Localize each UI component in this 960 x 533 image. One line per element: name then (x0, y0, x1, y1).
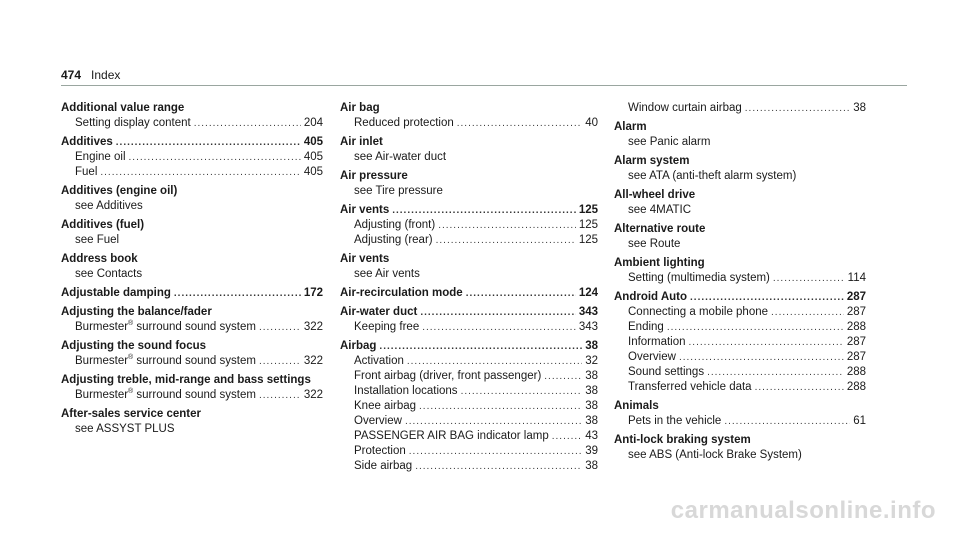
index-heading-text: Ambient lighting (614, 257, 705, 269)
index-subentry (61, 165, 323, 180)
index-heading-text: Air vents (340, 204, 390, 216)
index-entry (614, 256, 866, 286)
index-heading-text: Air bag (340, 102, 380, 114)
index-entry (61, 218, 323, 248)
page-ref: 40 (585, 117, 598, 129)
index-entry (340, 203, 598, 248)
dot-leader (405, 414, 582, 429)
page-ref: 287 (846, 291, 866, 303)
index-heading-text: Adjusting the balance/fader (61, 306, 212, 318)
dot-leader (438, 218, 576, 233)
index-subentry (340, 320, 598, 335)
dot-leader (461, 384, 583, 399)
index-entry (340, 339, 598, 474)
index-subentry (61, 267, 323, 282)
index-subentry (61, 388, 323, 403)
index-heading (61, 339, 323, 354)
index-entry (61, 407, 323, 437)
index-subentry-text: Setting (multimedia system) (628, 272, 770, 284)
index-subentry (340, 369, 598, 384)
index-subentry (340, 218, 598, 233)
page-ref: 124 (578, 287, 598, 299)
index-subentry (614, 169, 866, 184)
index-entry (614, 188, 866, 218)
index-entry (614, 222, 866, 252)
index-heading (61, 252, 323, 267)
index-heading (340, 339, 598, 354)
index-subentry (340, 399, 598, 414)
page-ref: 172 (303, 287, 323, 299)
index-entry (340, 286, 598, 301)
index-heading-text: Android Auto (614, 291, 688, 303)
dot-leader (379, 339, 582, 354)
index-heading-text: Alarm system (614, 155, 690, 167)
dot-leader (773, 271, 845, 286)
index-heading (340, 135, 598, 150)
page-ref: 204 (303, 117, 323, 129)
index-subentry-text: see Contacts (75, 268, 143, 280)
index-subentry (340, 150, 598, 165)
index-entry (614, 290, 866, 395)
index-subentry-text: Knee airbag (354, 400, 417, 412)
index-subentry-text: see Fuel (75, 234, 120, 246)
index-subentry (61, 320, 323, 335)
dot-leader (100, 165, 300, 180)
page-ref: 39 (585, 445, 598, 457)
page-ref: 38 (585, 415, 598, 427)
index-heading (340, 252, 598, 267)
index-subentry-text: see Additives (75, 200, 143, 212)
index-entry (340, 305, 598, 335)
index-heading (340, 305, 598, 320)
index-subentry-text: see Tire pressure (354, 185, 443, 197)
header-divider (61, 85, 907, 86)
index-heading-text: Airbag (340, 340, 377, 352)
dot-leader (745, 101, 850, 116)
page-ref: 322 (303, 355, 323, 367)
index-heading (61, 407, 323, 422)
page-ref: 322 (303, 389, 323, 401)
index-subentry (614, 135, 866, 150)
index-subentry (340, 233, 598, 248)
index-heading (61, 373, 323, 388)
index-heading-text: Air pressure (340, 170, 408, 182)
index-entry (61, 252, 323, 282)
page-ref: 405 (303, 151, 323, 163)
index-heading (340, 101, 598, 116)
page-ref: 287 (846, 336, 866, 348)
page-ref: 125 (578, 219, 598, 231)
index-subentry-text: Engine oil (75, 151, 126, 163)
page-ref: 38 (585, 460, 598, 472)
index-heading-text: Alarm (614, 121, 647, 133)
index-subentry-text: see Air-water duct (354, 151, 447, 163)
index-entry (340, 252, 598, 282)
index-heading-text: Additives (61, 136, 113, 148)
index-heading-text: Adjusting the sound focus (61, 340, 207, 352)
index-entry (61, 101, 323, 131)
index-subentry (61, 116, 323, 131)
page-ref: 32 (585, 355, 598, 367)
index-entry (614, 399, 866, 429)
dot-leader (771, 305, 844, 320)
dot-leader (259, 320, 301, 335)
index-entry (340, 135, 598, 165)
dot-leader (457, 116, 582, 131)
index-entry (614, 433, 866, 463)
index-subentry-text: see ABS (Anti-lock Brake System) (628, 449, 802, 461)
index-heading-text: Address book (61, 253, 138, 265)
page-ref: 288 (846, 381, 866, 393)
index-heading (61, 286, 323, 301)
page-ref: 287 (846, 306, 866, 318)
index-entry (61, 286, 323, 301)
index-heading (614, 433, 866, 448)
dot-leader (436, 233, 576, 248)
index-entry (61, 135, 323, 180)
index-entry (61, 305, 323, 335)
index-heading-text: Anti-lock braking system (614, 434, 751, 446)
index-heading-text: Air-water duct (340, 306, 418, 318)
index-subentry (614, 101, 866, 116)
index-subentry (61, 233, 323, 248)
index-subentry (340, 444, 598, 459)
index-heading (614, 399, 866, 414)
dot-leader (174, 286, 301, 301)
index-heading-text: Alternative route (614, 223, 706, 235)
dot-leader (419, 399, 582, 414)
dot-leader (724, 414, 850, 429)
index-heading-text: Animals (614, 400, 659, 412)
dot-leader (194, 116, 301, 131)
index-subentry-text: Setting display content (75, 117, 191, 129)
index-subentry (340, 429, 598, 444)
index-entry (614, 154, 866, 184)
index-subentry-text: see Route (628, 238, 681, 250)
index-subentry-text: see Panic alarm (628, 136, 711, 148)
index-subentry (340, 414, 598, 429)
index-subentry (340, 384, 598, 399)
index-subentry-text: Ending (628, 321, 664, 333)
index-heading-text: Air inlet (340, 136, 383, 148)
index-subentry (340, 184, 598, 199)
index-heading-text: After-sales service center (61, 408, 201, 420)
dot-leader (422, 320, 576, 335)
index-heading (340, 286, 598, 301)
dot-leader (707, 365, 844, 380)
index-subentry (61, 422, 323, 437)
index-subentry-text: Pets in the vehicle (628, 415, 722, 427)
page-ref: 38 (585, 400, 598, 412)
page-ref: 38 (585, 385, 598, 397)
page-number: 474 (61, 68, 82, 82)
index-subentry (614, 305, 866, 320)
index-subentry (614, 380, 866, 395)
index-entry (614, 101, 866, 116)
page-ref: 405 (303, 166, 323, 178)
index-heading (614, 222, 866, 237)
dot-leader (409, 444, 582, 459)
dot-leader (667, 320, 844, 335)
index-heading-text: Adjusting treble, mid-range and bass settings (61, 374, 311, 386)
index-heading-text: Adjustable damping (61, 287, 171, 299)
dot-leader (690, 290, 844, 305)
index-subentry (340, 267, 598, 282)
index-subentry-text: Overview (628, 351, 676, 363)
dot-leader (544, 369, 582, 384)
page-ref: 38 (853, 102, 866, 114)
index-heading-text: Additives (fuel) (61, 219, 145, 231)
page-ref: 125 (578, 234, 598, 246)
dot-leader (466, 286, 576, 301)
index-subentry-text: Burmester® surround sound system (75, 388, 256, 401)
page-header (61, 68, 120, 82)
index-heading (614, 256, 866, 271)
dot-leader (420, 305, 575, 320)
page-ref: 61 (853, 415, 866, 427)
index-subentry-text: Window curtain airbag (628, 102, 742, 114)
index-subentry-text: Adjusting (rear) (354, 234, 433, 246)
page-ref: 343 (578, 321, 598, 333)
index-heading (340, 203, 598, 218)
index-heading (340, 169, 598, 184)
index-subentry-text: Overview (354, 415, 402, 427)
page-ref: 405 (303, 136, 323, 148)
index-heading (61, 184, 323, 199)
index-subentry-text: Adjusting (front) (354, 219, 436, 231)
index-heading-text: Air vents (340, 253, 390, 265)
page-ref: 114 (847, 272, 866, 284)
index-subentry-text: Information (628, 336, 686, 348)
index-subentry (614, 335, 866, 350)
index-subentry (61, 150, 323, 165)
dot-leader (129, 150, 301, 165)
dot-leader (392, 203, 576, 218)
index-subentry-text: PASSENGER AIR BAG indicator lamp (354, 430, 549, 442)
index-subentry-text: Reduced protection (354, 117, 454, 129)
index-subentry-text: see ATA (anti-theft alarm system) (628, 170, 797, 182)
index-subentry-text: see ASSYST PLUS (75, 423, 175, 435)
dot-leader (407, 354, 582, 369)
index-heading (614, 188, 866, 203)
watermark: carmanualsonline.info (670, 497, 936, 524)
index-heading (614, 154, 866, 169)
page-ref: 343 (578, 306, 598, 318)
dot-leader (259, 388, 301, 403)
index-subentry-text: Front airbag (driver, front passenger) (354, 370, 542, 382)
index-subentry (614, 203, 866, 218)
index-subentry (340, 459, 598, 474)
index-entry (61, 184, 323, 214)
index-subentry-text: Protection (354, 445, 406, 457)
index-heading-text: All-wheel drive (614, 189, 696, 201)
index-heading (61, 305, 323, 320)
index-subentry (340, 354, 598, 369)
index-subentry (614, 414, 866, 429)
index-entry (614, 120, 866, 150)
index-subentry-text: Burmester® surround sound system (75, 320, 256, 333)
index-subentry-text: Side airbag (354, 460, 413, 472)
index-column-1 (61, 101, 323, 441)
index-subentry (614, 271, 866, 286)
index-subentry (340, 116, 598, 131)
index-subentry (614, 237, 866, 252)
index-subentry-text: Transferred vehicle data (628, 381, 752, 393)
index-subentry (614, 448, 866, 463)
index-column-2 (340, 101, 598, 478)
dot-leader (116, 135, 301, 150)
index-entry (61, 373, 323, 403)
index-subentry-text: Burmester® surround sound system (75, 354, 256, 367)
page-ref: 288 (846, 321, 866, 333)
index-heading-text: Additional value range (61, 102, 185, 114)
index-entry (61, 339, 323, 369)
dot-leader (689, 335, 844, 350)
dot-leader (552, 429, 582, 444)
index-subentry (614, 365, 866, 380)
index-heading (61, 135, 323, 150)
index-subentry (61, 199, 323, 214)
index-subentry (614, 320, 866, 335)
dot-leader (259, 354, 301, 369)
page-ref: 288 (846, 366, 866, 378)
index-heading (61, 101, 323, 116)
index-subentry (614, 350, 866, 365)
dot-leader (755, 380, 844, 395)
index-heading (614, 290, 866, 305)
index-heading-text: Additives (engine oil) (61, 185, 178, 197)
index-column-3 (614, 101, 866, 467)
page-ref: 43 (585, 430, 598, 442)
page-ref: 38 (585, 340, 598, 352)
index-heading (614, 120, 866, 135)
page-ref: 287 (846, 351, 866, 363)
index-subentry-text: Installation locations (354, 385, 458, 397)
page-title: Index (91, 68, 121, 82)
dot-leader (679, 350, 844, 365)
index-subentry-text: Sound settings (628, 366, 705, 378)
index-entry (340, 169, 598, 199)
index-heading-text: Air-recirculation mode (340, 287, 463, 299)
dot-leader (415, 459, 582, 474)
index-entry (340, 101, 598, 131)
index-subentry-text: Activation (354, 355, 404, 367)
index-subentry-text: see Air vents (354, 268, 420, 280)
page-ref: 322 (303, 321, 323, 333)
index-subentry-text: Connecting a mobile phone (628, 306, 769, 318)
index-heading (61, 218, 323, 233)
index-subentry-text: Fuel (75, 166, 98, 178)
page-ref: 38 (585, 370, 598, 382)
index-subentry (61, 354, 323, 369)
page-ref: 125 (578, 204, 598, 216)
index-subentry-text: see 4MATIC (628, 204, 692, 216)
index-subentry-text: Keeping free (354, 321, 420, 333)
